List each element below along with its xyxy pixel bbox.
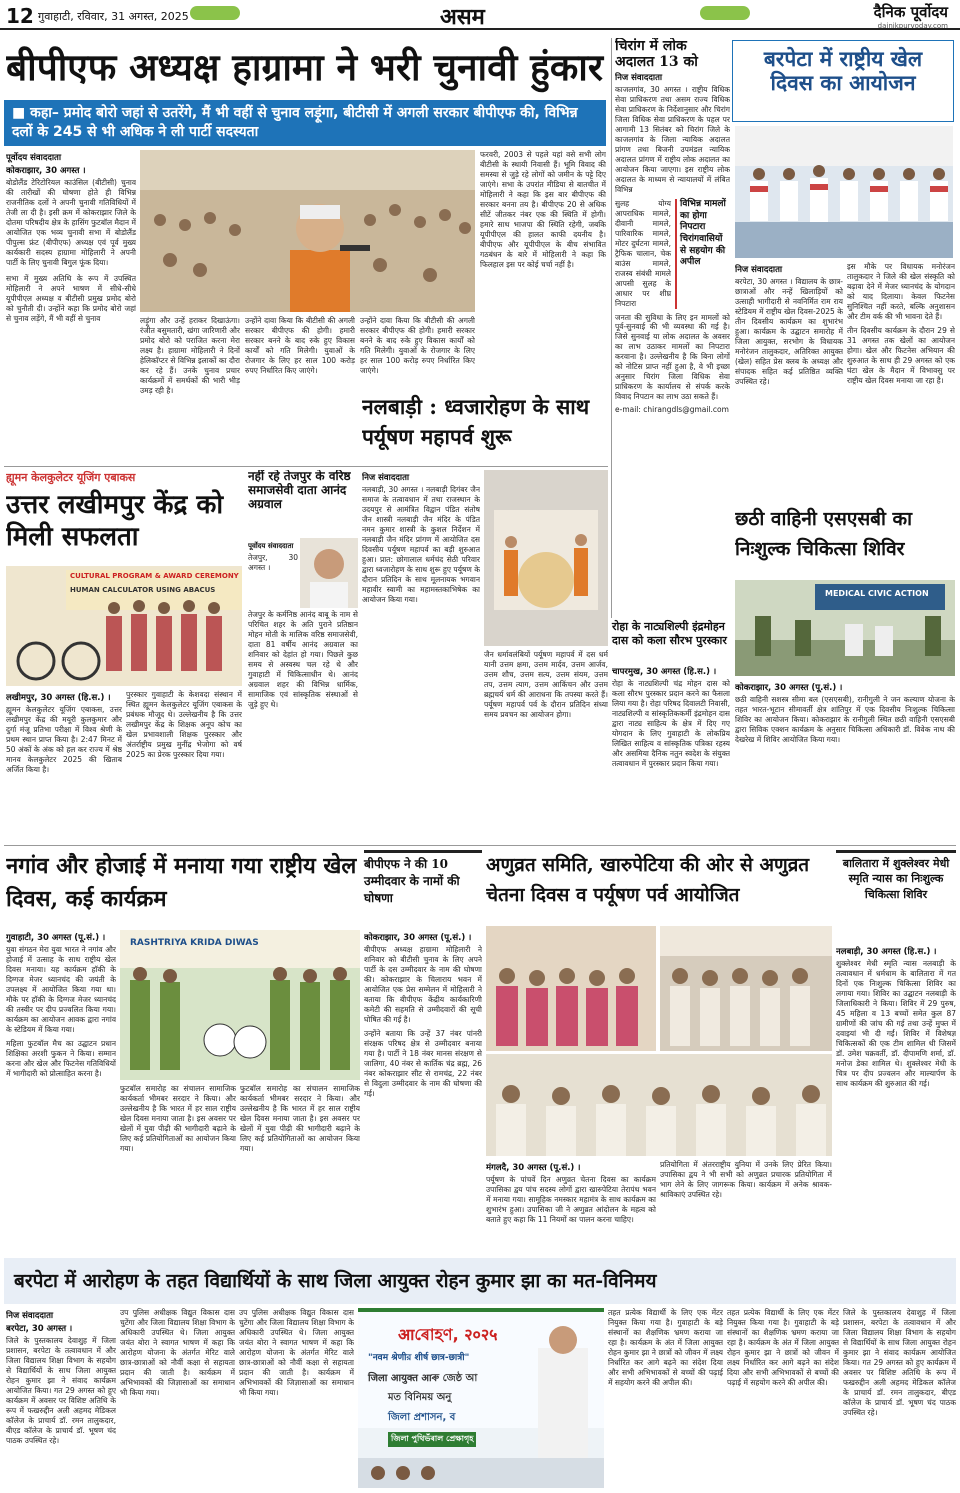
nagaon-headline: नगांव और होजाई में मनाया गया राष्ट्रीय खेल दिवस, कई कार्यक्रम <box>6 853 357 912</box>
balitara-head <box>836 850 956 942</box>
nalbari-text-2: जैन धर्मावलंबियों पर्यूषण महापर्व में दस धर्म यानी उत्तम क्षमा, उत्तम मार्दव, उत्तम आर्जव, उत्तम शौच, उत्तम सत्य, उत्तम संयम, उत्तम तप, उत्तम त्याग, उत्तम आकिंचन और उत्तम ब्रह्मचर्य धर्म की आराधना कि तपस्या करते हैं। पर्यूषण महापर्व पर्व के दौरान प्रतिदिन संध्या समय प्रवचन का आयोजन होगा। <box>484 650 608 719</box>
nagaon-text: युवा संगठन मेरा युवा भारत ने नगांव और होजाई में उत्साह के साथ राष्ट्रीय खेल दिवस मनाया। यह कार्यक्रम हॉकी के दिग्गज मेजर ध्यानचंद की जयंती के उपलक्ष्य में आयोजित किया गया था। मौके पर हॉकी के दिग्गज मेजर ध्यानचंद की तस्वीर पर दीप प्रज्वलित किया गया। कार्यक्रम का आयोजन आवक द्वारा नगांव के स्टेडियम में किया गया। <box>6 945 116 1034</box>
barpeta-sports-text: बरपेटा, 30 अगस्त । विद्यालय के छात्र-छात्राओं और नन्हें खिलाड़ियों को उत्साही भागीदारी से नवनिर्मित राम राय स्टेडियम में राष्ट्रीय खेल दिवस-2025 के तीन दिवसीय कार्यक्रम का शुभारंभ हुआ। कार्यक्रम के उद्घाटन समारोह में जिला आयुक्त, सरभोग के विधायक मनोरंजन तालुकदार, अतिरिक्त आयुक्त (खेल) सहित प्रेस क्लब के अध्यक्ष और संपादक सहित कई प्रतिष्ठित व्यक्ति उपस्थित रहे। <box>735 277 843 386</box>
section-title: असम <box>440 5 485 30</box>
section-rule <box>4 845 956 846</box>
balitara-place: नलबाड़ी, 30 अगस्त (हि.स.) । <box>836 947 937 957</box>
bpf-candidates-head <box>364 850 482 928</box>
abacus-banner-text-2: HUMAN CALCULATOR USING ABACUS <box>70 586 216 594</box>
anuvrat-photo-3 <box>486 1054 832 1156</box>
barpeta-aarohan-text-1b: जिले के पुस्तकालय देवाशुह में जिला प्रशासन, बरपेटा के तत्वावधान में और जिला विद्यालय शिक्षा विभाग के सहयोग से विद्यार्थियों के साथ जिला आयुक्त रोहन कुमार झा ने संवाद कार्यक्रम आयोजित किया। गत 29 अगस्त को हुए कार्यक्रम में अवसर पर विशिष्ट अतिथि के रूप में फखरुद्दीन अली अहमद मेडिकल कॉलेज के प्राचार्य डॉ. रमन तालुकदार, बीएड कॉलेज के प्राचार्य डॉ. भूषण चंद पाठक उपस्थित रहे। <box>843 1308 956 1417</box>
chirang-story <box>615 38 730 618</box>
barpeta-aarohan-text-2: उप पुलिस अधीक्षक विद्युत विकास दास चुटेंगा और जिला विद्यालय शिक्षा विभाग के अधिकारी उपस्थित थे। जिला आयुक्त जयंत बोरा ने स्वागत भाषण में कहा कि आरोहण योजना के अंतर्गत मेरिट वाले छात्र-छात्राओं को नौवीं कक्षा से सहायता प्रदान की जाती है। कार्यक्रम में अभिभावकों की जिज्ञासाओं का समाधान भी किया गया। <box>120 1308 235 1397</box>
balitara-col <box>836 944 956 1250</box>
anuvrat-place: मंगलदै, 30 अगस्त (पू.सं.) । <box>486 1163 581 1173</box>
lead-text-4b: उन्होंने दावा किया कि बीटीसी की अगली सरकार बीपीएफ की होगी। हमारी सरकार बनने के बाद रुके हुए विकास कार्यों को गति मिलेगी। युवाओं के रोजगार के लिए हर साल 100 करोड़ रुपए निर्धारित किए जाएंगे। <box>360 316 475 375</box>
paper-logo <box>874 2 948 30</box>
anuvrat-headline: अणुव्रत समिति, खारुपेटिया की ओर से अणुव्रत चेतना दिवस व पर्यूषण पर्व आयोजित <box>486 854 810 906</box>
csb-head <box>735 504 955 578</box>
stage-sub-5: জিলা পুথিভঁৰাল প্ৰেক্ষাগৃহ <box>388 1432 476 1447</box>
barpeta-aarohan-text-3b: तहत प्रत्येक विद्यार्थी के लिए एक मेंटर नियुक्त किया गया है। गुवाहाटी के बड़े संस्थानों का शैक्षणिक भ्रमण कराया जा रहा है। कार्यक्रम के अंत में जिला आयुक्त रोहन कुमार झा ने छात्रों को जीवन में लक्ष्य निर्धारित कर आगे बढ़ने का संदेश दिया और सभी अभिभावकों से बच्चों की पढ़ाई में सहयोग करने की अपील की। <box>727 1308 839 1387</box>
obituary-headline: नहीं रहे तेजपुर के वरिष्ठ समाजसेवी दाता आनंद अग्रवाल <box>248 470 351 511</box>
leaf-ornament-icon <box>700 6 750 20</box>
abacus-photo <box>6 566 242 686</box>
roha-head <box>612 620 730 660</box>
nagaon-text-2: फुटबॉल समारोह का संचालन सामाजिक कार्यकर्ता भीमबर सरदार ने किया। और उल्लेखनीय है कि भारत में हर साल राष्ट्रीय खेल दिवस मनाया जाता है। इस अवसर पर खेलों में युवा पीढ़ी की भागीदारी बढ़ाने के लिए कई प्रतियोगिताओं का आयोजन किया गया। <box>120 1084 236 1153</box>
stage-sub: "नवम श्रेणीর शीर्ष छात्र-छात्री" <box>368 1353 470 1363</box>
bpf-candidates-text: बीपीएफ अध्यक्ष हाग्रामा मोहिलारी ने शनिवार को बीटीसी चुनाव के लिए अपने पार्टी के दस उम्मीदवार के नाम की घोषणा की। कोकराझार के चिलाराय भवन में आयोजित एक प्रेस सम्मेलन में मोहिलारी ने बताया कि बीपीएफ केंद्रीय कार्यकारिणी कमेटी की सहमति से उम्मीदवारों की सूची घोषित की गई है। <box>364 945 482 1024</box>
csb-photo <box>735 580 955 676</box>
nalbari-headline: नलबाड़ी : ध्वजारोहण के साथ पर्यूषण महापर्व शुरू <box>362 394 590 449</box>
stage-sub-4: জিলা প্ৰশাসন, ব <box>388 1412 456 1423</box>
nagaon-col-2 <box>120 1084 236 1250</box>
stage-sub-3: মত বিনিময় অনু <box>388 1392 452 1403</box>
nagaon-text-2b: फुटबॉल समारोह का संचालन सामाजिक कार्यकर्ता भीमबर सरदार ने किया। और उल्लेखनीय है कि भारत में हर साल राष्ट्रीय खेल दिवस मनाया जाता है। इस अवसर पर खेलों में युवा पीढ़ी की भागीदारी बढ़ाने के लिए कई प्रतियोगिताओं का आयोजन किया गया। <box>240 1084 360 1153</box>
barpeta-aarohan-col-5 <box>727 1308 839 1488</box>
lead-headline-block <box>6 38 610 100</box>
abacus-head <box>6 470 246 560</box>
anuvrat-photo-2 <box>660 926 832 1051</box>
abacus-col-1 <box>6 690 122 840</box>
anuvrat-photo-1 <box>486 926 656 1051</box>
roha-headline: रोहा के नाट्यशिल्पी इंद्रमोहन दास को कला सौरभ पुरस्कार <box>612 620 727 648</box>
chirang-text: काजलगांव, 30 अगस्त । राष्ट्रीय विधिक सेवा प्राधिकरण तथा असम राज्य विधिक सेवा प्राधिकरण के निर्देशानुसार और चिरांग जिला विधिक सेवा प्राधिकरण के पहल पर आगामी 13 सितंबर को चिरांग जिले के काजलगांव के जिला न्यायिक अदालत प्रांगण तथा बिजनी उपमंडल न्यायिक अदालत प्रांगण में राष्ट्रीय लोक अदालत का आयोजन किया जाएगा। इस राष्ट्रीय लोक अदालत के माध्यम से न्यायालयों में लंबित विभिन्न <box>615 85 730 194</box>
abacus-place: लखीमपुर, 30 अगस्त (हि.स.) । <box>6 693 111 703</box>
chirang-list: सुलह योग्य आपराधिक मामले, दीवानी मामले, पारिवारिक मामले, मोटर दुर्घटना मामले, ट्रैफिक चालान, चेक बाउंस मामले, राजस्व संबंधी मामले आपसी सुलह के आधार पर शीघ्र निपटारा <box>615 198 671 308</box>
nagaon-col-3 <box>240 1084 360 1250</box>
lead-col-2 <box>140 316 240 462</box>
anuvrat-col-1 <box>486 1160 656 1250</box>
obituary-col-1 <box>248 610 358 840</box>
barpeta-aarohan-col-6 <box>843 1308 956 1488</box>
csb-banner: MEDICAL CIVIC ACTION <box>825 589 929 598</box>
barpeta-aarohan-text: जिले के पुस्तकालय देवाशुह में जिला प्रशासन, बरपेटा के तत्वावधान में और जिला विद्यालय शिक्षा विभाग के सहयोग से विद्यार्थियों के साथ जिला आयुक्त रोहन कुमार झा ने संवाद कार्यक्रम आयोजित किया। गत 29 अगस्त को हुए कार्यक्रम में अवसर पर विशिष्ट अतिथि के रूप में फखरुद्दीन अली अहमद मेडिकल कॉलेज के प्राचार्य डॉ. रमन तालुकदार, बीएड कॉलेज के प्राचार्य डॉ. भूषण चंद पाठक उपस्थित रहे। <box>6 1336 116 1445</box>
obituary-place: तेजपुर, 30 अगस्त । <box>248 553 298 572</box>
barpeta-sports-headline: बरपेटा में राष्ट्रीय खेल दिवस का आयोजन <box>763 46 923 96</box>
stage-banner: आৰোহণ, २०२५ <box>398 1325 498 1344</box>
barpeta-sports-col-2 <box>847 262 955 500</box>
nagaon-banner: RASHTRIYA KRIDA DIWAS <box>130 938 259 948</box>
anuvrat-col-2 <box>660 1160 832 1250</box>
anuvrat-head <box>486 850 831 922</box>
roha-col <box>612 664 730 840</box>
anuvrat-text-2: प्रतियोगिता में अंतरराष्ट्रीय युनिया में उनके लिए प्रेरित किया। उपासिका द्वय ने भी सभी को अणुव्रत प्रचारक प्रतियोगिता में भाग लेने के लिए जागरूक किया। कार्यक्रम में अनेक श्रावक-श्राविकाएं उपस्थित रहे। <box>660 1160 832 1199</box>
nalbari-photo <box>484 470 608 646</box>
chirang-headline: चिरांग में लोक अदालत 13 को <box>615 38 698 71</box>
paper-url: dainikpurvoday.com <box>877 22 948 30</box>
barpeta-sports-text-3: तीन दिवसीय कार्यक्रम के दौरान 29 से 31 अगस्त तक खेलों का आयोजन होगा। खेल और फिटनेस अभियान की शुरुआत के साथ ही 29 अगस्त को एक घंटा खेल के मैदान में विभावसु पर राष्ट्रीय खेल दिवस मनाया जा रहा है। <box>847 325 955 385</box>
lead-text-2: सभा में मुख्य अतिथि के रूप में उपस्थित मोहिलारी ने अपने भाषण में सीधे-सीधे यूपीपीएल अध्यक्ष व बीटीसी प्रमुख प्रमोद बोरो को चुनौती दी। उन्होंने कहा कि प्रमोद बोरो जहां से चुनाव लड़ेंगे, मैं भी वहीं से चुनाव <box>6 273 136 323</box>
abacus-banner-text: CULTURAL PROGRAM & AWARD CEREMONY <box>70 572 239 580</box>
barpeta-aarohan-col-3 <box>239 1308 354 1488</box>
lead-subhead: ■ कहा– प्रमोद बोरो जहां से उतरेंगे, मैं भी वहीं से चुनाव लड़ूंगा, बीटीसी में अगली सरकार बीपीएफ की, विभिन्न दलों के 245 से भी अधिक ने ली पार्टी सदस्यता <box>4 100 606 146</box>
barpeta-sports-byline: निज संवाददाता <box>735 265 783 275</box>
abacus-col-2 <box>126 690 242 840</box>
nagaon-place: गुवाहाटी, 30 अगस्त (पू.सं.) । <box>6 933 106 943</box>
rally-photo <box>140 150 475 312</box>
obituary-portrait <box>300 538 358 608</box>
barpeta-aarohan-col-4 <box>608 1308 723 1488</box>
section-rule <box>4 466 608 467</box>
obituary-byline: पूर्वोदय संवाददाता <box>248 542 294 550</box>
obituary-head <box>248 470 358 540</box>
lead-col-1 <box>6 150 136 462</box>
nalbari-col-1 <box>362 470 480 840</box>
lead-col-3 <box>245 316 355 462</box>
nalbari-col-2 <box>484 650 608 840</box>
stage-sub-2: जिला आयुक्त आৰু জেষ্ঠ আ <box>368 1373 478 1384</box>
obituary-text: तेजपुर के कर्मनिष्ठ आनंद बाबू के नाम से परिचित शहर के अति पुराने प्रतिष्ठान मोहन मोती के मालिक वरिष्ठ समाजसेवी, दाता 81 वर्षीय आनंद अग्रवाल का शनिवार को देहांत हो गया। पिछले कुछ समय से अस्वस्थ चल रहे थे और गुवाहाटी में चिकित्साधीन थे। आनंद अग्रवाल शहर की विभिन्न धार्मिक, सामाजिक एवं सांस्कृतिक संस्थाओं से जुड़े हुए थे। <box>248 610 358 709</box>
nalbari-byline: निज संवाददाता <box>362 473 410 483</box>
masthead <box>0 0 960 30</box>
chirang-text-2: जनता की सुविधा के लिए इन मामलों को पूर्व-सुनवाई की भी व्यवस्था की गई है। जिसे सुनवाई या लोक अदालत के अवसर का लाभ उठाकर मामलों का निपटारा करवाना है। उल्लेखनीय है कि बिना लोगों को नोटिस प्राप्त नहीं हुआ है, वे भी इच्छा अनुसार चिरांग जिला विधिक सेवा प्राधिकरण के कार्यालय से संपर्क करके विवाद निपटान का लाभ उठा सकते हैं। <box>615 312 730 402</box>
csb-col <box>735 680 955 840</box>
dateline: गुवाहाटी, रविवार, 31 अगस्त, 2025 <box>38 10 189 23</box>
lead-text-1: बोडोलैंड टेरिटोरियल काउंसिल (बीटीसी) चुनाव की तारीखों की घोषणा होते ही विभिन्न राजनीतिक दलों ने अपनी चुनावी गतिविधियों में तेजी ला दी है। इसी क्रम में कोकराझार जिले के दोतमा परिषदीय क्षेत्र के हासिंग फुटबॉल मैदान में आयोजित एक भव्य चुनावी सभा में बोडोलैंड पीपुल्स फ्रंट (बीपीएफ) अध्यक्ष एवं पूर्व मुख्य कार्यकारी सदस्य हाग्रामा मोहिलारी ने अपनी पार्टी के लिए चुनावी बिगुल फूंक दिया। <box>6 178 136 267</box>
nagaon-head <box>6 850 360 926</box>
barpeta-aarohan-headline: बरपेटा में आरोहण के तहत विद्यार्थियों के साथ जिला आयुक्त रोहन कुमार झा का मत-विनिमय <box>14 1270 657 1292</box>
barpeta-sports-text-2: इस मौके पर विधायक मनोरंजन तालुकदार ने जिले की खेल संस्कृति को बढ़ावा देने में मेजर ध्यानचंद के योगदान को याद दिलाया। केवल फिटनेस सुनिश्चित नहीं करते, बल्कि अनुशासन और टीम वर्क की भी भावना देते हैं। <box>847 262 955 321</box>
lead-text-5: फरवरी, 2003 से पहले यहां वसे सभी लोग बीटीसी के स्थायी निवासी हैं। भूमि विवाद की समस्या से जुड़े रहे लोगों को जमीन के पट्टे दिए जाएंगे। सभा के उपरांत मीडिया से बातचीत में मोहिलारी ने कहा कि इस बार बीपीएफ की सरकार बनना तय है। बीपीएफ 20 से अधिक सीटें जीतकर नंबर एक की स्थिति में होगी। हमारे साथ भाजपा की स्थिति रहेगी, जबकि यूपीपीएल की हालत काफी दयनीय है। बीपीएफ और यूपीपीएल के बीच संभावित गठबंधन के बारे में मोहिलारी ने कहा कि फिलहाल इस पर कोई चर्चा नहीं है। <box>480 150 606 269</box>
nagaon-col-1 <box>6 930 116 1250</box>
page-number: 12 <box>6 4 34 28</box>
chirang-quote: विभिन्न मामलों का होगा निपटारा चिरांगवासियों से सहयोग की अपील <box>675 199 729 309</box>
barpeta-aarohan-head <box>4 1258 956 1304</box>
barpeta-sports-headline-box <box>732 40 954 122</box>
nalbari-head <box>362 392 608 466</box>
bpf-candidates-headline: बीपीएफ ने की 10 उम्मीदवार के नामों की घोषणा <box>364 857 460 905</box>
balitara-headline: बालितारा में शुक्लेश्वर मेधी स्मृति न्यास का निःशुल्क चिकित्सा शिविर <box>842 857 950 901</box>
bpf-candidates-text-2: उन्होंने बताया कि उन्हें 37 नंबर पांनरी संरक्षक परिषद क्षेत्र से उम्मीदवार बनाया गया है। पार्टी ने 18 नंबर मानस संरक्षण से जालिगा, 40 नंबर से कार्तिक चंद्र ब्रह्म, 26 नंबर कोकराझार सीट से रामचंद्र, 22 नंबर से विदुला उम्मीदवार के नाम की घोषणा की गई। <box>364 1028 482 1098</box>
roha-place: चापरमुख, 30 अगस्त (हि.स.) । <box>612 667 717 677</box>
chirang-byline: निज संवाददाता <box>615 73 663 84</box>
abacus-headline: उत्तर लखीमपुर केंद्र को मिली सफलता <box>6 490 224 552</box>
nagaon-photo <box>120 930 360 1080</box>
lead-col-5 <box>480 150 606 384</box>
lead-place: कोकराझार, 30 अगस्त । <box>6 166 86 176</box>
lead-headline: बीपीएफ अध्यक्ष हाग्रामा ने भरी चुनावी हुंकार <box>6 45 603 89</box>
barpeta-sports-photo <box>735 126 953 258</box>
barpeta-aarohan-text-3: तहत प्रत्येक विद्यार्थी के लिए एक मेंटर नियुक्त किया गया है। गुवाहाटी के बड़े संस्थानों का शैक्षणिक भ्रमण कराया जा रहा है। कार्यक्रम के अंत में जिला आयुक्त रोहन कुमार झा ने छात्रों को जीवन में लक्ष्य निर्धारित कर आगे बढ़ने का संदेश दिया और सभी अभिभावकों से बच्चों की पढ़ाई में सहयोग करने की अपील की। <box>608 1308 723 1387</box>
barpeta-sports-col-1 <box>735 262 843 500</box>
csb-headline: छठी वाहिनी एसएसबी का निःशुल्क चिकित्सा शिविर <box>735 508 913 560</box>
barpeta-aarohan-col-1 <box>6 1308 116 1488</box>
chirang-email: e-mail: chirangdls@gmail.com <box>615 405 729 415</box>
anuvrat-text: पर्यूषण के पांचवें दिन अणुव्रत चेतना दिवस का कार्यक्रम उपासिका द्वय पांच सदस्य लोगों द्वारा खारुपेटिया तेरापंथ भवन में मनाया गया। सामूहिक नमस्कार महामंत्र के साथ कार्यक्रम का शुभारंभ हुआ। उपासिका जी ने अणुव्रत आंदोलन के महत्व को बताते हुए कहा कि 11 नियमों का पालन करना चाहिए। <box>486 1175 656 1224</box>
column-rule <box>611 38 612 618</box>
bpf-candidates-place: कोकराझार, 30 अगस्त (पू.सं.) । <box>364 933 472 943</box>
csb-text: छठी वाहिनी सशस्त्र सीमा बल (एसएसबी), रानीगुली ने जन कल्याण योजना के तहत भारत-भूटान सीमावर्ती क्षेत्र शांतिपुर में एक दिवसीय निःशुल्क चिकित्सा शिविर का आयोजन किया। कोकराझार के रानीगुली स्थित छठी वाहिनी एसएसबी द्वारा सिविक एक्शन कार्यक्रम के अनुसार चिकित्सा अधिकारी डॉ. विवेक नाथ की देखरेख में शिविर आयोजित किया गया। <box>735 695 955 744</box>
barpeta-aarohan-photo <box>358 1308 604 1488</box>
nalbari-text: नलबाड़ी, 30 अगस्त । नलबाड़ी दिगंबर जैन समाज के तत्वावधान में तथा राजस्थान के उदयपुर से आमंत्रित विद्वान पंडित संतोष जैन शास्त्री नलबाड़ी जैन मंदिर के पंडित नमन कुमार शास्त्री के कुशल निर्देशन में नलबाड़ी जैन मंदिर प्रांगण में आयोजित दस दिवसीय पर्यूषण महापर्व का बड़ी शुरुआत हुआ। प्रात: छोगालाल धर्मचंद सेठी परिवार द्वारा ध्वजारोहण के साथ शुरू हुए पर्यूषण के दौरान प्रतिदिन के साथ मूलनायक भगवान महावीर स्वामी का महामस्तकाभिषेक का आयोजन किया गया। <box>362 485 480 604</box>
leaf-ornament-icon <box>190 6 240 20</box>
bpf-candidates-col <box>364 930 482 1250</box>
barpeta-aarohan-byline: निज संवाददाता <box>6 1311 54 1321</box>
paper-name: दैनिक पूर्वोदय <box>873 3 948 21</box>
abacus-text: ह्यूमन केलकुलेटर यूजिंग एबाकस, उत्तर लखीमपुर केंद्र की मयूरी कुलकुमार और दुर्गा मंजू प्रतिभा परीक्षा में विश्व श्रेणी के प्रथम स्थान प्राप्त किया है। 2:47 मिनट में 50 अंकों के अंक को हल कर राज्य में श्रेष्ठ मानव केलकुलेटर 2025 की खिताब अर्जित किया है। <box>6 705 122 774</box>
lead-text-3: लड़ूंगा और उन्हें हराकर दिखाऊंगा। रंजीत बसुमतारी, खंगा जारिणारी और प्रमोद बोरो को पराजित करना मेरा लक्ष्य है। हाग्रामा मोहिलारी ने दिनों हेलिकॉप्टर से विभिन्न इलाकों का दौरा कर रहे हैं। उनके चुनाव प्रचार कार्यक्रमों में समर्थकों की भारी भीड़ उमड़ रही है। <box>140 316 240 395</box>
lead-text-4: उन्होंने दावा किया कि बीटीसी की अगली सरकार बीपीएफ की होगी। हमारी सरकार बनने के बाद रुके हुए विकास कार्यों को गति मिलेगी। युवाओं के रोजगार के लिए हर साल 100 करोड़ रुपए निर्धारित किए जाएंगे। <box>245 316 355 375</box>
barpeta-aarohan-place: बरपेटा, 30 अगस्त । <box>6 1324 73 1334</box>
lead-byline: पूर्वोदय संवाददाता <box>6 153 62 163</box>
roha-text: रोहा के नाट्यशिल्पी चंद्र मोहन दास को कला सौरभ पुरस्कार प्रदान करने का फैसला लिया गया है। रोहा परिषद दिवालटी निवासी, नाट्यशिल्पी व सांस्कृतिककर्मी इंद्रमोहन दास द्वारा नाट्य साहित्य के क्षेत्र में दिए गए योगदान के लिए गुवाहाटी के लोकप्रिय लिखित साहित्य व सांस्कृतिक पत्रिका रहस्य और असमिया दैनिक नतुन स्वदेश के संयुक्त तत्वावधान में पुरस्कार प्रदान किया गया। <box>612 679 730 768</box>
barpeta-aarohan-text-2b: उप पुलिस अधीक्षक विद्युत विकास दास चुटेंगा और जिला विद्यालय शिक्षा विभाग के अधिकारी उपस्थित थे। जिला आयुक्त जयंत बोरा ने स्वागत भाषण में कहा कि आरोहण योजना के अंतर्गत मेरिट वाले छात्र-छात्राओं को नौवीं कक्षा से सहायता प्रदान की जाती है। कार्यक्रम में अभिभावकों की जिज्ञासाओं का समाधान भी किया गया। <box>239 1308 354 1397</box>
abacus-kicker: ह्यूमन केलकुलेटर यूजिंग एबाकस <box>6 471 136 484</box>
barpeta-aarohan-col-2 <box>120 1308 235 1488</box>
abacus-text-2: पुरस्कार गुवाहाटी के केशवदा संस्थान में स्थित ह्यूमन केलकुलेटर यूजिंग एबाकस के प्रबंधक मौजूद थे। उल्लेखनीय है कि उत्तर लखीमपुर केंद्र के शिक्षक अनूप कोच का खेल प्रभावशाली शिक्षक पुरस्कार और अंतर्राष्ट्रीय प्रमुख मुनींद्र भेजोगा को वर्ष 2025 का प्रेरक पुरस्कार दिया गया। <box>126 690 242 759</box>
balitara-text: शुक्लेश्वर मेधी स्मृति न्यास नलबाड़ी के तत्वावधान में धर्मधाम के बालितारा में गत दिनों एक निःशुल्क चिकित्सा शिविर का लगाया गया। शिविर का उद्घाटन नलबाड़ी के जिलाधिकारी ने किया। शिविर में 29 पुरुष, 45 महिला व 13 बच्चों समेत कुल 87 ग्रामीणों की जांच की गई तथा उन्हें मुफ्त में दवाइयां भी दी गईं। शिविर में विशेषज्ञ चिकित्सकों की एक टीम शामिल थी जिसमें डॉ. उमेश चक्रवर्ती, डॉ. दीपामणि शर्मा, डॉ. मनोज डेका शामिल थे। शुक्लेश्वर मेधी के चित्र पर दीप प्रज्वलन और माल्यार्पण के साथ कार्यक्रम की शुरुआत की गई। <box>836 959 956 1088</box>
nagaon-text-3: महिला फुटबॉल मैच का उद्घाटन प्रधान शिक्षिका अरशी फुकन ने किया। सम्मान करना और खेल और फिटनेस गतिविधियों में भागीदारी को प्रोत्साहित करना है। <box>6 1038 116 1078</box>
csb-place: कोकराझार, 30 अगस्त (पू.सं.) । <box>735 683 843 693</box>
